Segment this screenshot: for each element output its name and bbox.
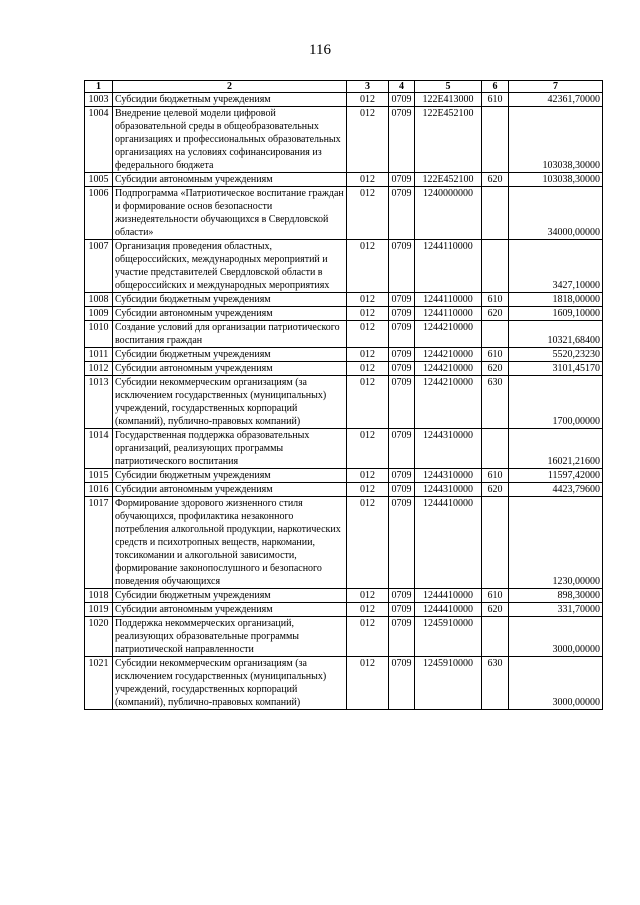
row-admin-code: 012 [347,240,389,293]
table-row [85,187,603,240]
row-name: Формирование здорового жизненного стиля обучающихся, профилактика незаконного потребления алкогольной продукции, наркотических средств и психотропных веществ, наркомании, токсикомании и алкогольной зависимости, формирование законопослушного и безопасного поведения обучающихся [113,497,347,589]
row-section-code: 0709 [389,483,415,497]
row-admin-code: 012 [347,483,389,497]
row-number: 1021 [85,657,113,710]
row-target-code: 122Е413000 [415,93,482,107]
table-row [85,483,603,497]
row-number: 1010 [85,321,113,348]
row-amount: 11597,42000 [509,469,603,483]
table-row [85,589,603,603]
row-amount: 898,30000 [509,589,603,603]
row-section-code: 0709 [389,603,415,617]
row-name: Субсидии бюджетным учреждениям [113,469,347,483]
row-target-code: 1244110000 [415,240,482,293]
row-target-code: 1244410000 [415,589,482,603]
row-number: 1014 [85,429,113,469]
row-expense-type: 620 [482,483,509,497]
row-expense-type: 610 [482,469,509,483]
row-amount: 3101,45170 [509,362,603,376]
row-expense-type: 620 [482,173,509,187]
row-section-code: 0709 [389,240,415,293]
row-name: Подпрограмма «Патриотическое воспитание граждан и формирование основ безопасности жизнедеятельности обучающихся в Свердловской области» [113,187,347,240]
row-admin-code: 012 [347,293,389,307]
row-number: 1007 [85,240,113,293]
row-number: 1018 [85,589,113,603]
column-header: 7 [509,81,603,93]
row-admin-code: 012 [347,173,389,187]
row-admin-code: 012 [347,93,389,107]
row-target-code: 1244210000 [415,362,482,376]
row-name: Субсидии некоммерческим организациям (за исключением государственных (муниципальных) учреждений, государственных корпораций (компаний), публично-правовых компаний) [113,376,347,429]
row-target-code: 1244210000 [415,321,482,348]
row-number: 1004 [85,107,113,173]
row-amount: 34000,00000 [509,187,603,240]
row-section-code: 0709 [389,497,415,589]
row-number: 1011 [85,348,113,362]
row-target-code: 1244210000 [415,348,482,362]
row-name: Субсидии автономным учреждениям [113,173,347,187]
row-expense-type: 630 [482,376,509,429]
row-admin-code: 012 [347,497,389,589]
row-target-code: 1244310000 [415,483,482,497]
row-name: Субсидии автономным учреждениям [113,362,347,376]
table-row [85,657,603,710]
row-amount: 1230,00000 [509,497,603,589]
row-amount: 1609,10000 [509,307,603,321]
table-row [85,240,603,293]
row-number: 1009 [85,307,113,321]
row-expense-type [482,617,509,657]
row-name: Субсидии автономным учреждениям [113,483,347,497]
row-target-code: 1244110000 [415,293,482,307]
row-admin-code: 012 [347,362,389,376]
row-expense-type: 620 [482,603,509,617]
row-admin-code: 012 [347,348,389,362]
row-section-code: 0709 [389,348,415,362]
row-admin-code: 012 [347,617,389,657]
row-amount: 4423,79600 [509,483,603,497]
row-name: Субсидии бюджетным учреждениям [113,348,347,362]
row-target-code: 1244310000 [415,429,482,469]
table-row [85,469,603,483]
row-number: 1012 [85,362,113,376]
budget-table [84,80,603,710]
row-section-code: 0709 [389,376,415,429]
row-amount: 16021,21600 [509,429,603,469]
row-section-code: 0709 [389,362,415,376]
table-row [85,321,603,348]
row-target-code: 1244410000 [415,603,482,617]
row-amount: 3427,10000 [509,240,603,293]
row-amount: 331,70000 [509,603,603,617]
row-admin-code: 012 [347,603,389,617]
row-admin-code: 012 [347,469,389,483]
table-row [85,307,603,321]
row-expense-type: 610 [482,93,509,107]
row-section-code: 0709 [389,307,415,321]
row-admin-code: 012 [347,657,389,710]
row-target-code: 1240000000 [415,187,482,240]
row-expense-type [482,321,509,348]
row-amount: 3000,00000 [509,657,603,710]
row-number: 1008 [85,293,113,307]
row-admin-code: 012 [347,307,389,321]
row-target-code: 1244410000 [415,497,482,589]
row-name: Субсидии бюджетным учреждениям [113,93,347,107]
table-row [85,173,603,187]
row-number: 1017 [85,497,113,589]
row-amount: 42361,70000 [509,93,603,107]
column-header: 2 [113,81,347,93]
page-number: 116 [309,42,331,58]
table-row [85,107,603,173]
row-number: 1015 [85,469,113,483]
table-header-row [85,81,603,93]
row-expense-type: 620 [482,362,509,376]
row-target-code: 1244310000 [415,469,482,483]
row-section-code: 0709 [389,657,415,710]
row-section-code: 0709 [389,321,415,348]
row-target-code: 122Е452100 [415,173,482,187]
table-row [85,617,603,657]
row-amount: 1700,00000 [509,376,603,429]
row-admin-code: 012 [347,321,389,348]
row-name: Организация проведения областных, общероссийских, международных мероприятий и участие представителей Свердловской области в общероссийских и международных мероприятиях [113,240,347,293]
row-expense-type: 630 [482,657,509,710]
row-amount: 1818,00000 [509,293,603,307]
row-section-code: 0709 [389,589,415,603]
row-amount: 103038,30000 [509,107,603,173]
row-amount: 103038,30000 [509,173,603,187]
row-amount: 3000,00000 [509,617,603,657]
row-section-code: 0709 [389,187,415,240]
row-expense-type: 610 [482,348,509,362]
row-name: Субсидии автономным учреждениям [113,603,347,617]
row-expense-type [482,240,509,293]
row-section-code: 0709 [389,469,415,483]
row-number: 1013 [85,376,113,429]
row-target-code: 122Е452100 [415,107,482,173]
row-name: Субсидии бюджетным учреждениям [113,589,347,603]
row-number: 1016 [85,483,113,497]
row-section-code: 0709 [389,107,415,173]
row-number: 1020 [85,617,113,657]
row-section-code: 0709 [389,93,415,107]
row-name: Субсидии некоммерческим организациям (за исключением государственных (муниципальных) учреждений, государственных корпораций (компаний), публично-правовых компаний) [113,657,347,710]
column-header: 1 [85,81,113,93]
row-target-code: 1245910000 [415,657,482,710]
table-row [85,497,603,589]
table-row [85,293,603,307]
row-number: 1019 [85,603,113,617]
row-expense-type: 610 [482,589,509,603]
row-name: Создание условий для организации патриотического воспитания граждан [113,321,347,348]
column-header: 3 [347,81,389,93]
row-number: 1006 [85,187,113,240]
row-admin-code: 012 [347,429,389,469]
column-header: 6 [482,81,509,93]
table-row [85,362,603,376]
row-admin-code: 012 [347,589,389,603]
row-admin-code: 012 [347,107,389,173]
row-expense-type: 620 [482,307,509,321]
row-name: Субсидии автономным учреждениям [113,307,347,321]
table-row [85,376,603,429]
row-section-code: 0709 [389,429,415,469]
row-section-code: 0709 [389,617,415,657]
row-target-code: 1244210000 [415,376,482,429]
row-target-code: 1245910000 [415,617,482,657]
row-admin-code: 012 [347,187,389,240]
row-name: Поддержка некоммерческих организаций, реализующих образовательные программы патриотической направленности [113,617,347,657]
row-name: Внедрение целевой модели цифровой образовательной среды в общеобразовательных организациях и профессиональных образовательных организациях на условиях софинансирования из федерального бюджета [113,107,347,173]
row-amount: 10321,68400 [509,321,603,348]
row-number: 1005 [85,173,113,187]
row-expense-type [482,497,509,589]
row-amount: 5520,23230 [509,348,603,362]
column-header: 4 [389,81,415,93]
table-row [85,603,603,617]
column-header: 5 [415,81,482,93]
row-expense-type [482,429,509,469]
row-expense-type [482,107,509,173]
row-name: Субсидии бюджетным учреждениям [113,293,347,307]
row-expense-type [482,187,509,240]
table-row [85,429,603,469]
row-target-code: 1244110000 [415,307,482,321]
table-row [85,348,603,362]
row-number: 1003 [85,93,113,107]
row-expense-type: 610 [482,293,509,307]
row-section-code: 0709 [389,293,415,307]
row-admin-code: 012 [347,376,389,429]
row-name: Государственная поддержка образовательных организаций, реализующих программы патриотического воспитания [113,429,347,469]
row-section-code: 0709 [389,173,415,187]
table-row [85,93,603,107]
